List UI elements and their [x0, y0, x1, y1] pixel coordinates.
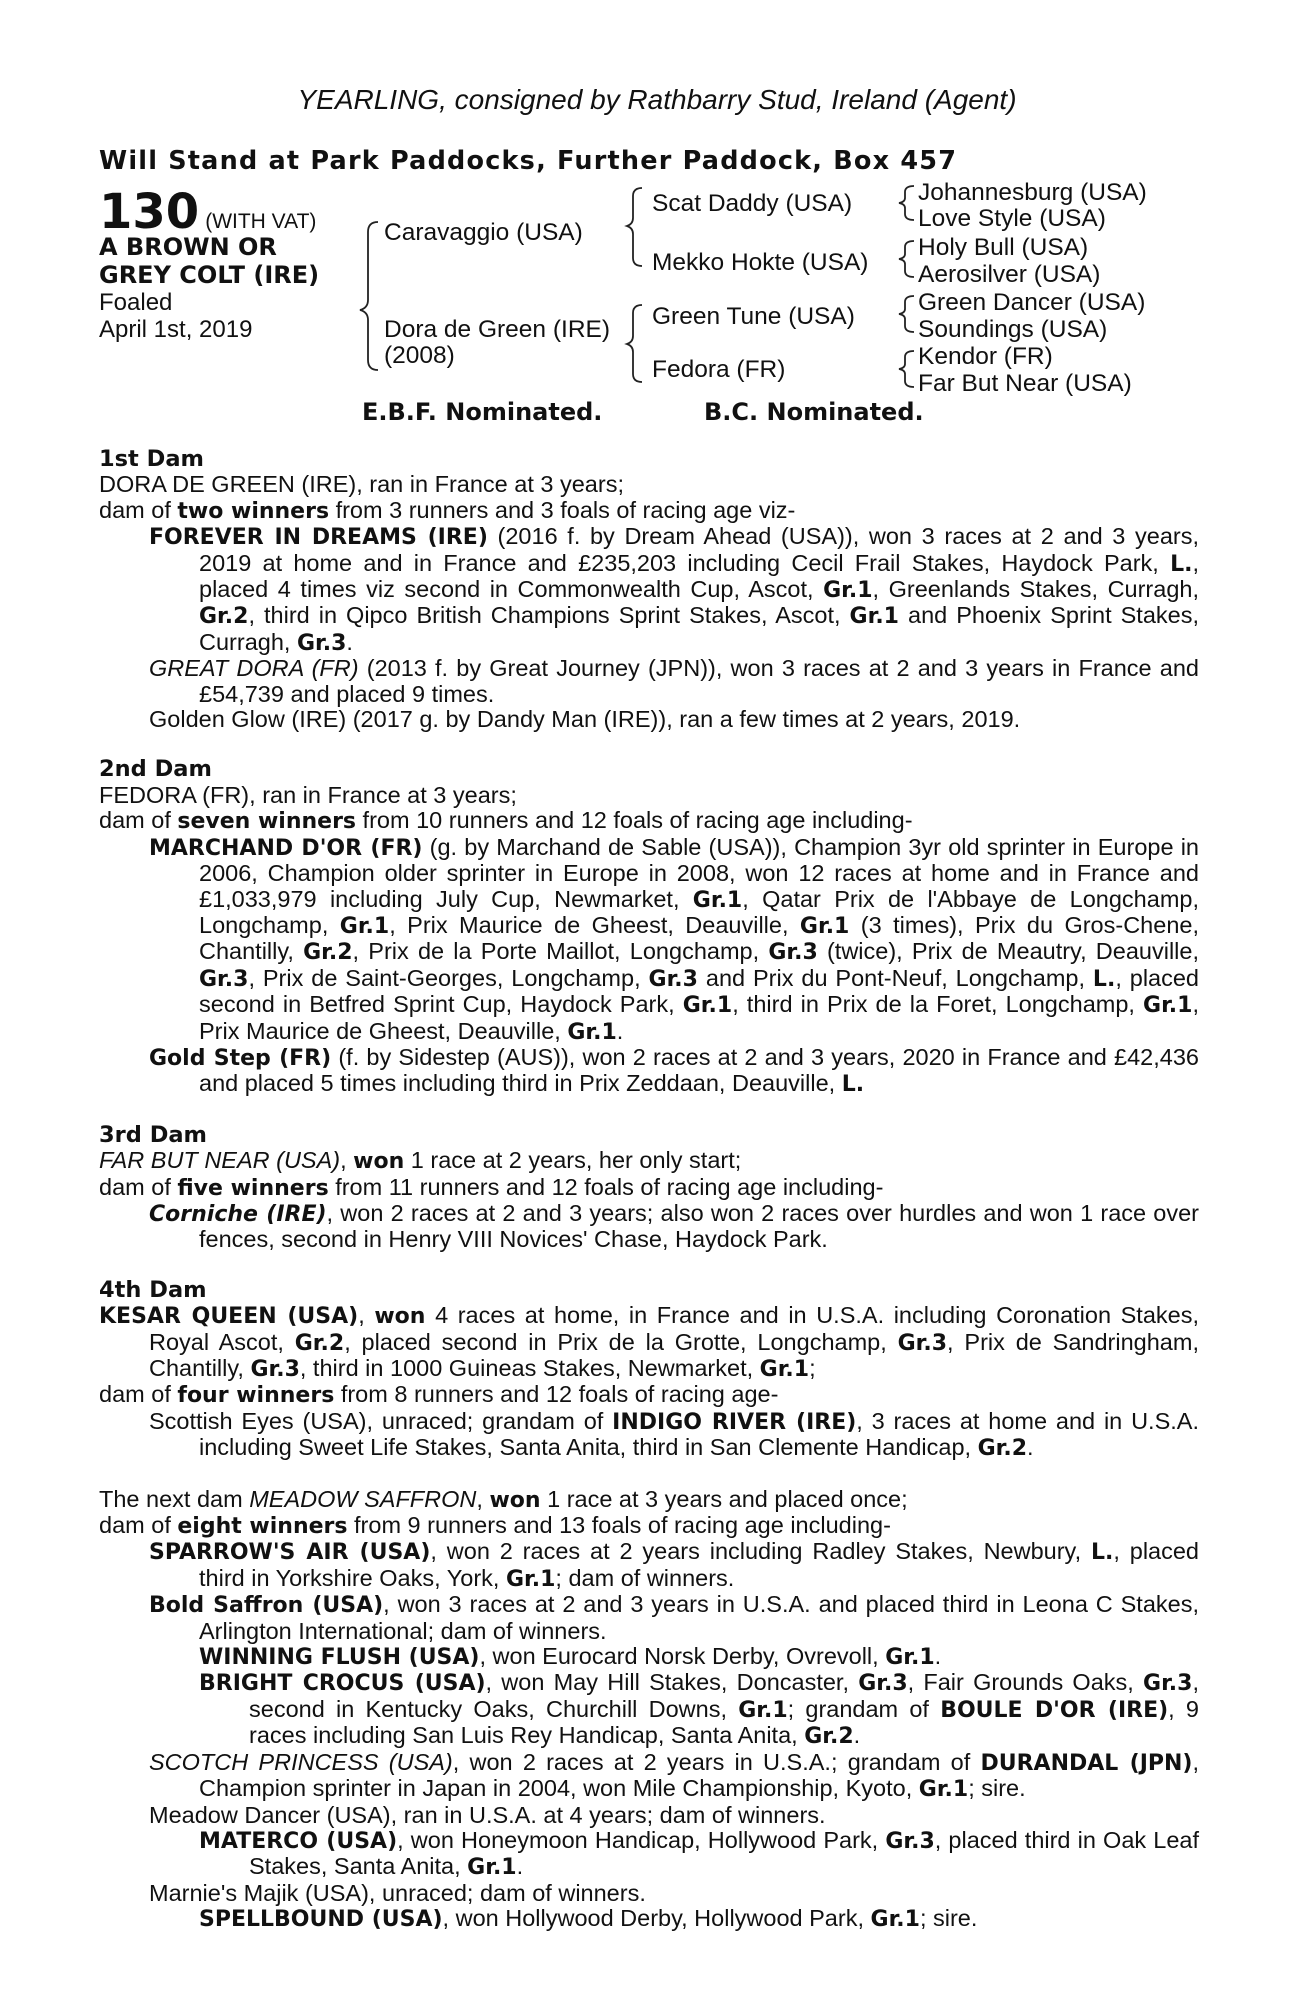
entry-text: and Phoenix Sprint Stakes, Curragh, [199, 602, 1199, 655]
race-grade: Gr.2 [804, 1724, 854, 1750]
entry-text: ; sire. [919, 1905, 978, 1932]
dam-line [99, 1303, 1199, 1382]
race-grade: Gr.1 [692, 887, 743, 913]
produce-entry [149, 707, 1199, 732]
dam-text: FEDORA (FR), ran in France at 3 years; [99, 781, 517, 808]
entry-text: , won Hollywood Derby, Hollywood Park, [442, 1905, 871, 1932]
pedigree-g5: Green Dancer (USA) [918, 289, 1146, 316]
summary-text: dam of [99, 807, 178, 834]
race-grade: Gr.1 [823, 578, 873, 604]
entry-text: , won 3 races at 2 and 3 years in U.S.A. and placed third in Leona C Stakes, Arlington International; dam of winners. [199, 1591, 1199, 1644]
summary-text: from 11 runners and 12 foals of racing age including- [328, 1173, 884, 1200]
horse-name: SPARROW'S AIR (USA) [149, 1540, 431, 1566]
horse-name: Gold Step (FR) [149, 1045, 332, 1071]
entry-text: (3 times), Prix du Gros-Chene, Chantilly, [199, 911, 1199, 965]
first-dam-section [99, 447, 1199, 732]
produce-entry [149, 1750, 1199, 1803]
dam-text: 1 race at 3 years and placed once; [540, 1485, 908, 1512]
summary-text: dam of [99, 496, 178, 523]
winners-count: eight winners [177, 1514, 348, 1540]
winners-count: five winners [177, 1175, 329, 1201]
horse-name: DURANDAL (JPN) [980, 1750, 1193, 1776]
entry-text: . [853, 1722, 861, 1749]
pedigree-sire: Caravaggio (USA) [384, 219, 583, 246]
horse-name: FOREVER IN DREAMS (IRE) [149, 525, 488, 551]
pedigree-sire-sire: Scat Daddy (USA) [652, 190, 853, 217]
produce-summary [99, 1175, 1199, 1201]
dam-text: , third in 1000 Guineas Stakes, Newmarket, [299, 1355, 760, 1381]
race-grade: Gr.2 [294, 1330, 345, 1356]
won-label: won [353, 1149, 405, 1175]
produce-summary [99, 1382, 1199, 1408]
entry-text: Meadow Dancer (USA), ran in U.S.A. at 4 years; dam of winners. [149, 1801, 826, 1828]
entry-text: , placed second in Betfred Sprint Cup, Haydock Park, [199, 964, 1200, 1018]
lot-number: 130 [99, 184, 200, 240]
horse-name: SCOTCH PRINCESS (USA) [149, 1748, 453, 1775]
entry-text: . [934, 1643, 942, 1670]
entry-text: Golden Glow (IRE) (2017 g. by Dandy Man (IRE)), ran a few times at 2 years, 2019. [149, 706, 1021, 733]
entry-text: . [516, 1853, 524, 1880]
horse-name: GREAT DORA (FR) [149, 655, 359, 682]
horse-name: Corniche (IRE) [149, 1201, 327, 1227]
race-grade: L. [1090, 1540, 1114, 1566]
winners-count: seven winners [177, 809, 357, 835]
winners-count: two winners [177, 498, 330, 524]
entry-text: (g. by Marchand de Sable (USA)), Champion 3yr old sprinter in Europe in 2006, Champion older sprinter in Europe in 2008, won 12 races at home and in France and £1,033,979 including July Cup, Newmarket, [199, 833, 1200, 912]
summary-text: dam of [99, 1381, 178, 1408]
horse-name: INDIGO RIVER (IRE) [612, 1409, 857, 1435]
entry-text: , 9 races including San Luis Rey Handicap, Santa Anita, [249, 1695, 1199, 1749]
entry-text: , won Eurocard Norsk Derby, Ovrevoll, [479, 1643, 886, 1670]
produce-subentry [199, 1670, 1199, 1749]
pedigree-g2: Love Style (USA) [918, 205, 1106, 232]
entry-text: (2013 f. by Great Journey (JPN)), won 3 races at 2 and 3 years in France and £54,739 and placed 9 times. [199, 655, 1199, 707]
entry-text: , Prix Maurice de Gheest, Deauville, [389, 911, 800, 938]
produce-summary [99, 808, 1199, 834]
dam-text: , [340, 1147, 354, 1174]
race-grade: Gr.3 [648, 966, 698, 992]
summary-text: from 3 runners and 3 foals of racing age viz- [329, 496, 796, 523]
bc-nominated: B.C. Nominated. [704, 398, 924, 426]
pedigree-g4: Aerosilver (USA) [918, 261, 1101, 288]
horse-name: BOULE D'OR (IRE) [940, 1697, 1169, 1723]
summary-text: dam of [99, 1173, 178, 1200]
race-grade: Gr.1 [1143, 993, 1193, 1019]
section-heading: 4th Dam [99, 1276, 207, 1303]
race-grade: Gr.2 [977, 1436, 1028, 1462]
produce-summary [99, 498, 1199, 524]
race-grade: Gr.1 [759, 1357, 810, 1382]
produce-subentry [199, 1828, 1199, 1881]
horse-name: MATERCO (USA) [199, 1828, 398, 1854]
entry-text: ; sire. [968, 1775, 1026, 1802]
entry-text: . [346, 628, 353, 655]
race-grade: Gr.1 [799, 913, 850, 939]
race-grade: Gr.1 [918, 1777, 969, 1803]
race-grade: Gr.3 [199, 966, 249, 992]
pedigree-dam: Dora de Green (IRE) [384, 316, 611, 343]
produce-entry [149, 656, 1199, 707]
entry-text: , won 2 races at 2 years including Radley Stakes, Newbury, [430, 1538, 1091, 1565]
horse-name: SPELLBOUND (USA) [199, 1907, 443, 1933]
catalogue-body [99, 447, 1199, 1933]
entry-text: , Prix de la Porte Maillot, Longchamp, [352, 938, 769, 965]
won-label: won [489, 1487, 541, 1513]
pedigree-dam-year: (2008) [384, 342, 455, 369]
pedigree-g3: Holy Bull (USA) [918, 234, 1089, 261]
pedigree-g6: Soundings (USA) [918, 316, 1108, 343]
race-grade: Gr.1 [339, 913, 390, 939]
entry-text: , Greenlands Stakes, Curragh, [872, 576, 1199, 603]
entry-text: (2016 f. by Dream Ahead (USA)), won 3 races at 2 and 3 years, 2019 at home and in France and £235,203 including Cecil Frail Stakes, Haydock Park, [199, 523, 1200, 576]
entry-text: ; grandam of [787, 1695, 941, 1722]
second-dam-section [99, 757, 1199, 1097]
race-grade: Gr.1 [849, 604, 899, 630]
produce-entry [149, 835, 1199, 1045]
race-grade: Gr.1 [505, 1566, 556, 1592]
entry-text: , Prix de Saint-Georges, Longchamp, [248, 964, 649, 991]
dam-name: FAR BUT NEAR (USA) [99, 1147, 341, 1174]
section-heading: 2nd Dam [99, 756, 212, 783]
pedigree-sire-dam: Mekko Hokte (USA) [652, 249, 869, 276]
dam-text: 1 race at 2 years, her only start; [404, 1147, 742, 1174]
race-grade: Gr.3 [1143, 1671, 1193, 1697]
third-dam-section [99, 1123, 1199, 1253]
race-grade: Gr.3 [296, 630, 347, 656]
horse-name: WINNING FLUSH (USA) [199, 1645, 480, 1671]
section-heading: 3rd Dam [99, 1121, 207, 1148]
entry-text: , won Honeymoon Handicap, Hollywood Park, [397, 1826, 886, 1853]
dam-text: DORA DE GREEN (IRE), ran in France at 3 years; [99, 471, 624, 498]
pedigree-g8: Far But Near (USA) [918, 370, 1132, 397]
race-grade: Gr.2 [303, 940, 353, 966]
race-grade: Gr.1 [467, 1855, 517, 1881]
entry-text: , Prix Maurice de Gheest, Deauville, [199, 991, 1199, 1044]
entry-text: , third in Qipco British Champions Sprint Stakes, Ascot, [248, 602, 850, 629]
produce-entry [149, 1539, 1199, 1592]
entry-text: (f. by Sidestep (AUS)), won 2 races at 2 and 3 years, 2020 in France and £42,436 and placed 5 times including third in Prix Zeddaan, Deauville, [199, 1043, 1199, 1097]
summary-text: from 9 runners and 13 foals of racing age including- [347, 1512, 891, 1539]
horse-name: Bold Saffron (USA) [149, 1593, 384, 1619]
produce-subentry [199, 1644, 1199, 1670]
entry-text: , won 2 races at 2 and 3 years; also won 2 races over hurdles and won 1 race over fences, second in Henry VIII Novices' Chase, Haydock Park. [199, 1199, 1200, 1253]
entry-text: (twice), Prix de Meautry, Deauville, [817, 938, 1199, 965]
entry-text: . [1027, 1434, 1034, 1461]
entry-text: , placed 4 times viz second in Commonwealth Cup, Ascot, [199, 549, 1199, 603]
entry-text: and Prix du Pont-Neuf, Longchamp, [697, 964, 1093, 991]
dam-line [99, 1487, 1199, 1513]
produce-summary [99, 1513, 1199, 1539]
entry-text: , Qatar Prix de l'Abbaye de Longchamp, Longchamp, [199, 885, 1199, 938]
race-grade: Gr.3 [250, 1357, 300, 1382]
produce-entry [149, 1409, 1199, 1462]
summary-text: from 10 runners and 12 foals of racing age including- [356, 807, 913, 834]
race-grade: Gr.3 [858, 1671, 908, 1697]
next-dam-section [99, 1487, 1199, 1933]
race-grade: Gr.1 [682, 993, 733, 1019]
dam-line [99, 472, 1199, 497]
entry-text: ; dam of winners. [555, 1564, 735, 1591]
foaled-label: Foaled [99, 289, 173, 316]
horse-name: MARCHAND D'OR (FR) [149, 835, 423, 861]
dam-text: , [358, 1302, 375, 1329]
race-grade: L. [1092, 966, 1116, 992]
race-grade: Gr.1 [738, 1697, 788, 1723]
ebf-nominated: E.B.F. Nominated. [362, 398, 603, 426]
section-heading: 1st Dam [99, 446, 204, 472]
dam-name: KESAR QUEEN (USA) [99, 1304, 359, 1330]
entry-text: , placed third in Oak Leaf Stakes, Santa Anita, [249, 1826, 1200, 1880]
entry-text: , won May Hill Stakes, Doncaster, [485, 1669, 859, 1696]
dam-name: MEADOW SAFFRON [249, 1485, 477, 1512]
lot-description-line2: GREY COLT (IRE) [99, 261, 320, 289]
dam-text: 4 races at home, in France and in U.S.A. including Coronation Stakes, Royal Ascot, [149, 1302, 1199, 1355]
entry-text: Scottish Eyes (USA), unraced; grandam of [149, 1407, 613, 1434]
race-grade: L. [1170, 551, 1193, 577]
race-grade: Gr.3 [768, 940, 818, 966]
entry-text: , placed third in Yorkshire Oaks, York, [199, 1538, 1199, 1591]
won-label: won [374, 1304, 426, 1330]
race-grade: Gr.3 [885, 1828, 935, 1854]
produce-entry [149, 524, 1199, 656]
entry-text: , 3 races at home and in U.S.A. including Sweet Life Stakes, Santa Anita, third in San Clemente Handicap, [199, 1407, 1199, 1461]
race-grade: Gr.1 [870, 1907, 920, 1933]
stand-location: Will Stand at Park Paddocks, Further Paddock, Box 457 [99, 146, 958, 176]
produce-entry [149, 1592, 1199, 1644]
entry-text: , second in Kentucky Oaks, Churchill Downs, [249, 1669, 1199, 1722]
entry-text: , won 2 races at 2 years in U.S.A.; grandam of [452, 1748, 981, 1775]
produce-entry [149, 1045, 1199, 1098]
summary-text: dam of [99, 1512, 178, 1539]
produce-entry [149, 1881, 1199, 1906]
produce-entry [149, 1803, 1199, 1828]
fourth-dam-section [99, 1278, 1199, 1462]
pedigree-g7: Kendor (FR) [918, 343, 1053, 370]
race-grade: Gr.1 [567, 1019, 617, 1045]
entry-text: Marnie's Majik (USA), unraced; dam of winners. [149, 1879, 646, 1906]
consignor-line: YEARLING, consigned by Rathbarry Stud, Ireland (Agent) [297, 84, 1017, 115]
pedigree-dam-sire: Green Tune (USA) [652, 303, 855, 330]
entry-text: , third in Prix de la Foret, Longchamp, [732, 991, 1144, 1018]
dam-text: , Prix de Sandringham, Chantilly, [149, 1328, 1199, 1381]
dam-text: , [476, 1485, 490, 1512]
race-grade: Gr.3 [897, 1330, 948, 1356]
dam-text: The next dam [99, 1485, 250, 1512]
dam-text: , placed second in Prix de la Grotte, Longchamp, [344, 1328, 898, 1355]
vat-note: (WITH VAT) [205, 210, 317, 233]
winners-count: four winners [177, 1383, 335, 1409]
entry-text: , Champion sprinter in Japan in 2004, won Mile Championship, Kyoto, [199, 1748, 1200, 1802]
dam-text: ; [809, 1355, 816, 1381]
entry-text: . [616, 1017, 624, 1044]
pedigree-g1: Johannesburg (USA) [918, 179, 1147, 206]
race-grade: L. [841, 1072, 865, 1098]
produce-subentry [199, 1906, 1199, 1932]
lot-description-line1: A BROWN OR [99, 233, 277, 261]
pedigree-dam-dam: Fedora (FR) [652, 356, 786, 383]
foaled-date: April 1st, 2019 [99, 316, 253, 343]
produce-entry [149, 1201, 1199, 1253]
race-grade: Gr.2 [199, 604, 249, 630]
dam-line [99, 783, 1199, 808]
entry-text: , Fair Grounds Oaks, [907, 1669, 1144, 1696]
dam-line [99, 1148, 1199, 1174]
summary-text: from 8 runners and 12 foals of racing age- [334, 1381, 779, 1408]
race-grade: Gr.1 [885, 1645, 935, 1671]
horse-name: BRIGHT CROCUS (USA) [199, 1671, 486, 1697]
